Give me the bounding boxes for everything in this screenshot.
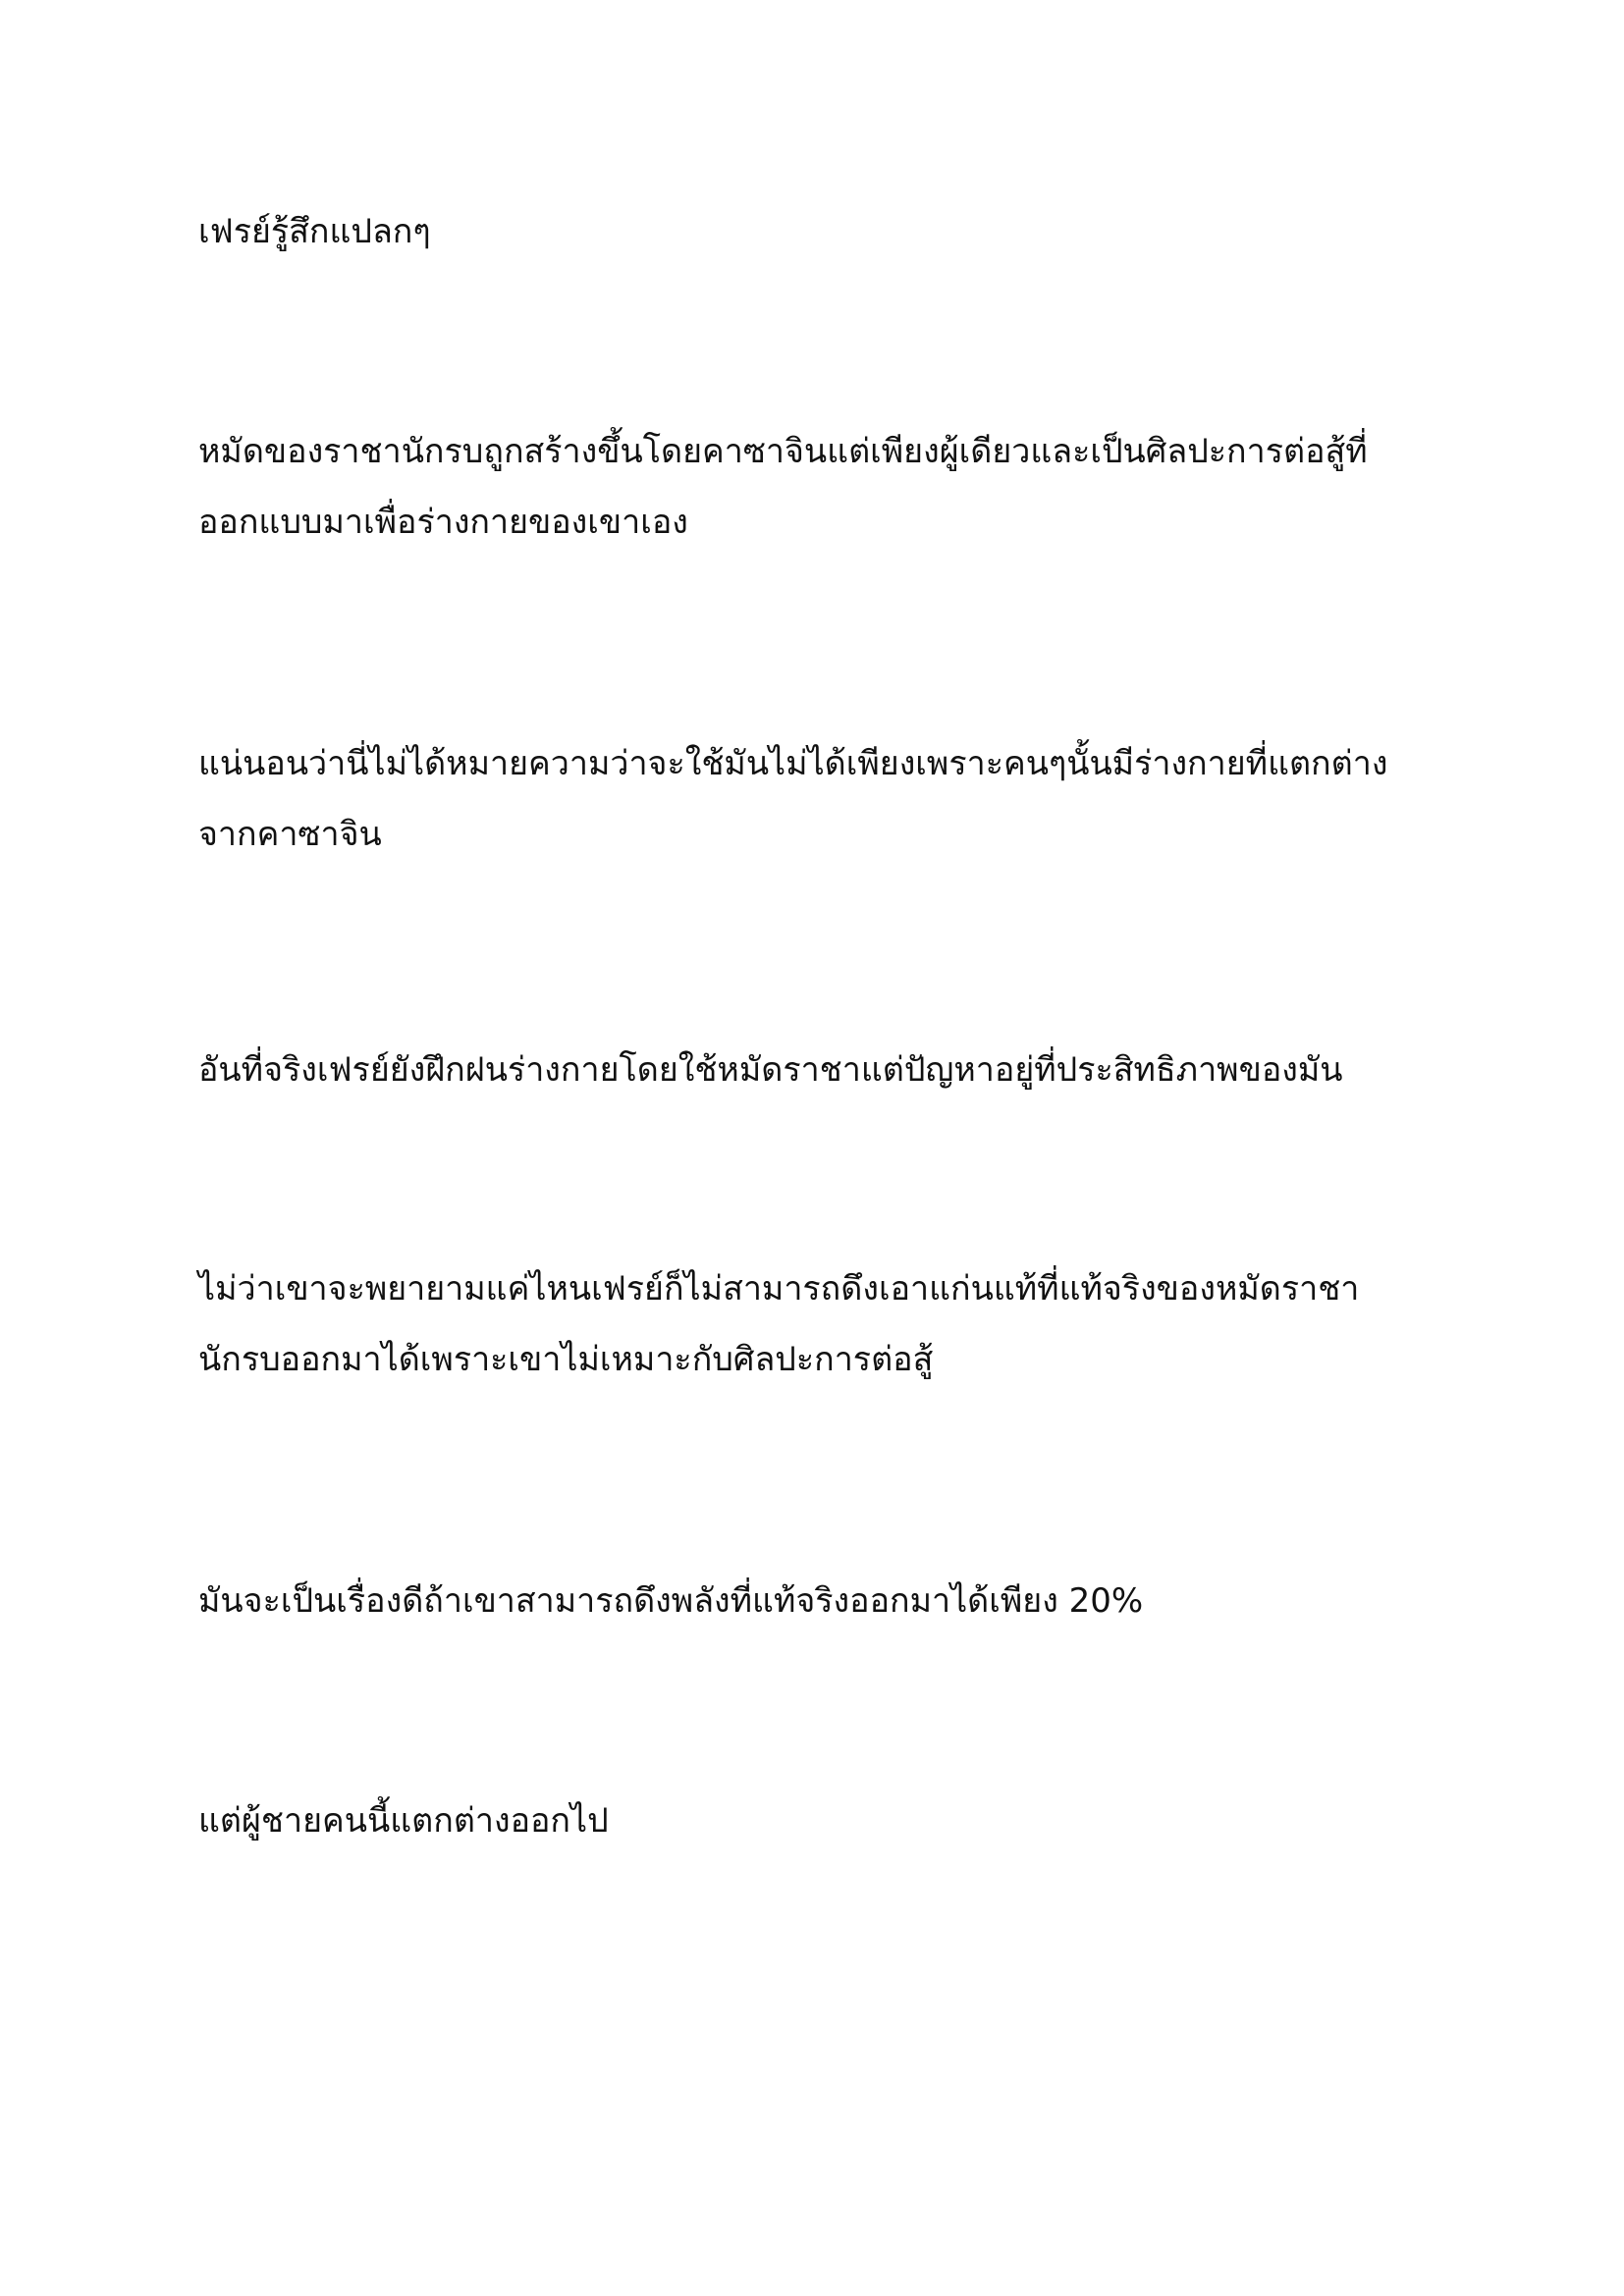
paragraph-line: มันจะเป็นเรื่องดีถ้าเขาสามารถดึงพลังที่แท้จริงออกมาได้เพียง 20% — [198, 1581, 1144, 1621]
paragraph-2 — [198, 416, 1445, 558]
paragraph-6 — [198, 1566, 1445, 1636]
paragraph-line: จากคาซาจิน — [198, 815, 382, 854]
paragraph-line: แน่นอนว่านี่ไม่ได้หมายความว่าจะใช้มันไม่ได้เพียงเพราะคนๆนั้นมีร่างกายที่แตกต่าง — [198, 744, 1388, 783]
paragraph-line: ออกแบบมาเพื่อร่างกายของเขาเอง — [198, 503, 688, 542]
paragraph-7 — [198, 1786, 1445, 1856]
paragraph-1 — [198, 196, 1445, 267]
paragraph-line: นักรบออกมาได้เพราะเขาไม่เหมาะกับศิลปะการต่อสู้ — [198, 1340, 934, 1379]
paragraph-line: อันที่จริงเฟรย์ยังฝึกฝนร่างกายโดยใช้หมัดราชาแต่ปัญหาอยู่ที่ประสิทธิภาพของมัน — [198, 1050, 1343, 1090]
paragraph-line: หมัดของราชานักรบถูกสร้างขึ้นโดยคาซาจินแต่เพียงผู้เดียวและเป็นศิลปะการต่อสู้ที่ — [198, 432, 1368, 471]
paragraph-line: ไม่ว่าเขาจะพยายามแค่ไหนเฟรย์ก็ไม่สามารถดึงเอาแก่นแท้ที่แท้จริงของหมัดราชา — [198, 1269, 1360, 1308]
paragraph-4 — [198, 1035, 1445, 1105]
paragraph-line: แต่ผู้ชายคนนี้แตกต่างออกไป — [198, 1801, 609, 1841]
paragraph-line: เฟรย์รู้สึกแปลกๆ — [198, 212, 431, 251]
paragraph-5 — [198, 1254, 1445, 1395]
paragraph-3 — [198, 728, 1445, 870]
